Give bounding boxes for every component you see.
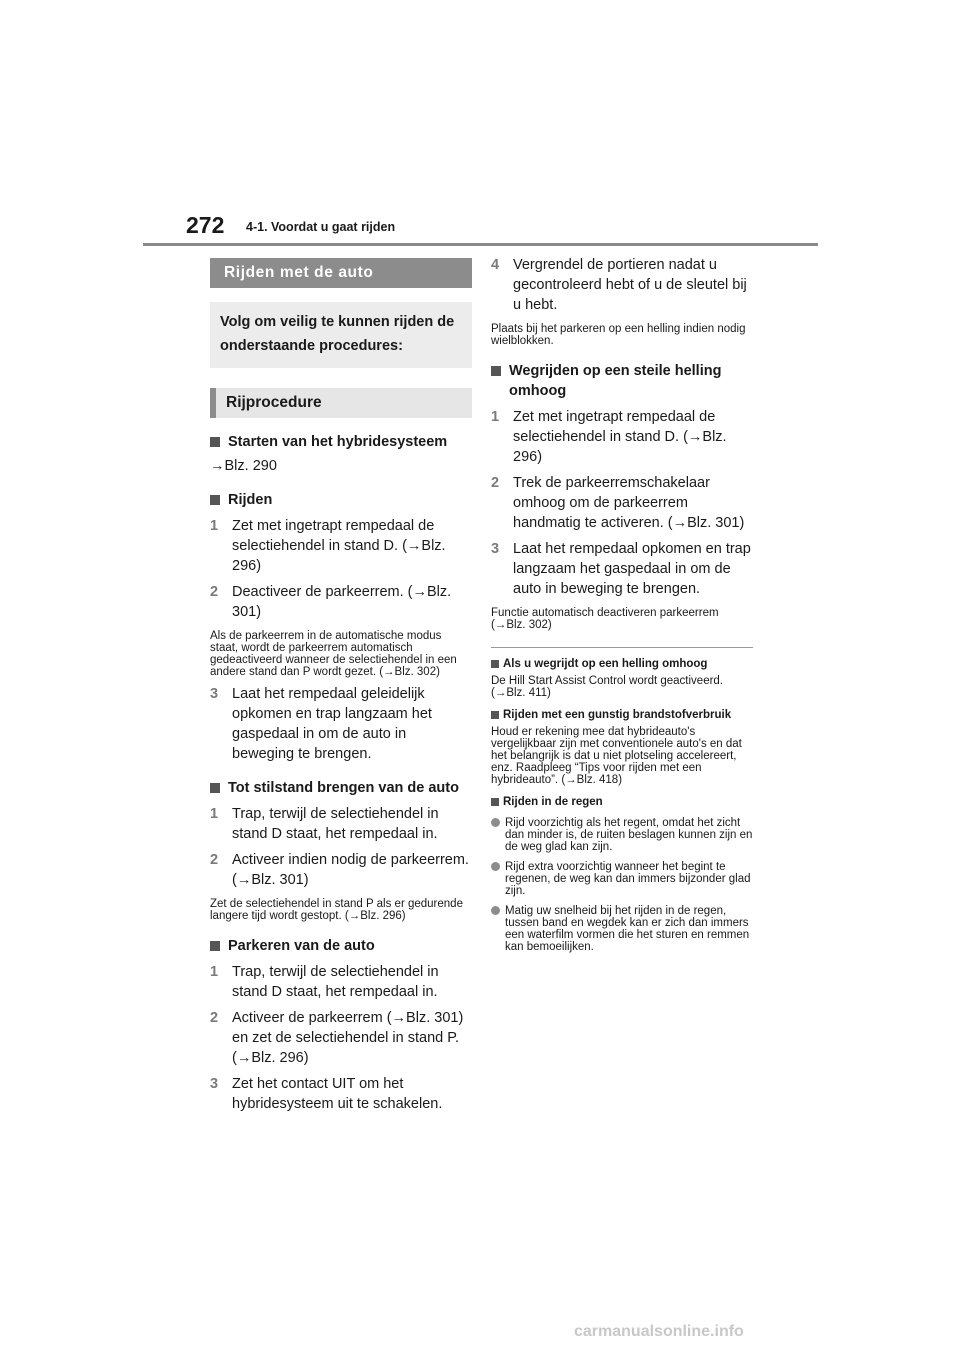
square-bullet-icon	[491, 798, 499, 806]
step: 4 Vergrendel de portieren nadat u gecontroleerd hebt of u de sleutel bij u hebt.	[491, 257, 747, 313]
step: 3 Laat het rempedaal opkomen en trap langzaam het gaspedaal in om de auto in beweging te brengen.	[491, 541, 751, 597]
square-bullet-icon	[210, 783, 220, 793]
square-bullet-icon	[491, 660, 499, 668]
left-column	[210, 258, 472, 1114]
heading-brandstof: Rijden met een gunstig brandstofverbruik	[491, 709, 753, 722]
circle-bullet-icon	[491, 818, 500, 827]
heading-start: Starten van het hybridesysteem	[210, 432, 472, 452]
step: 2 Activeer de parkeerrem (→Blz. 301) en zet de selectiehendel in stand P. (→Blz. 296)	[210, 1010, 464, 1066]
page-number: 272	[186, 212, 225, 238]
start-reference: →Blz. 290	[210, 458, 277, 474]
watermark: carmanualsonline.info	[574, 1323, 744, 1340]
square-bullet-icon	[210, 495, 220, 505]
circle-bullet-icon	[491, 862, 500, 871]
heading-stilstand: Tot stilstand brengen van de auto	[210, 778, 472, 798]
step: 2 Activeer indien nodig de parkeerrem. (→Blz. 301)	[210, 852, 469, 888]
subsection-banner: Rijprocedure	[210, 388, 472, 418]
step: 2 Trek de parkeerremschakelaar omhoog om de parkeerrem handmatig te activeren. (→Blz. 301)	[491, 475, 745, 531]
circle-bullet-icon	[491, 906, 500, 915]
square-bullet-icon	[491, 711, 499, 719]
step: 2 Deactiveer de parkeerrem. (→Blz. 301)	[210, 584, 452, 620]
step: 1 Trap, terwijl de selectiehendel in stand D staat, het rempedaal in.	[210, 964, 439, 1000]
heading-parkeren: Parkeren van de auto	[210, 936, 472, 956]
right-column	[491, 255, 753, 953]
header-rule	[143, 243, 818, 246]
step: 3 Zet het contact UIT om het hybridesysteem uit te schakelen.	[210, 1076, 443, 1112]
intro-box: Volg om veilig te kunnen rijden de onderstaande procedures:	[210, 302, 472, 368]
square-bullet-icon	[491, 366, 501, 376]
section-banner: Rijden met de auto	[210, 258, 472, 288]
list-item: Rijd voorzichtig als het regent, omdat het zicht dan minder is, de ruiten beslagen kunnen zijn en de weg glad kan zijn.	[491, 817, 753, 853]
paragraph: De Hill Start Assist Control wordt geactiveerd. (→Blz. 411)	[491, 675, 724, 699]
step: 1 Zet met ingetrapt rempedaal de selectiehendel in stand D. (→Blz. 296)	[210, 518, 446, 574]
list-item: Rijd extra voorzichtig wanneer het begint te regenen, de weg kan dan immers bijzonder glad zijn.	[491, 861, 753, 897]
note: Als de parkeerrem in de automatische modus staat, wordt de parkeerrem automatisch gedeactiveerd wanneer de selectiehendel in een andere stand dan P wordt gezet. (→Blz. 302)	[210, 630, 457, 678]
heading-steile-helling: Wegrijden op een steile helling omhoog	[491, 361, 753, 401]
note: Zet de selectiehendel in stand P als er gedurende langere tijd wordt gestopt. (→Blz. 296)	[210, 898, 463, 922]
square-bullet-icon	[210, 437, 220, 447]
divider	[491, 647, 753, 648]
note: Plaats bij het parkeren op een helling indien nodig wielblokken.	[491, 323, 746, 347]
step: 1 Trap, terwijl de selectiehendel in stand D staat, het rempedaal in.	[210, 806, 439, 842]
heading-hill-start: Als u wegrijdt op een helling omhoog	[491, 658, 753, 671]
section-header: 4-1. Voordat u gaat rijden	[246, 220, 396, 234]
list-item: Matig uw snelheid bij het rijden in de regen, tussen band en wegdek kan er zich dan immers een waterfilm vormen die het sturen en remmen kan bemoeilijken.	[491, 905, 753, 953]
heading-regen: Rijden in de regen	[491, 796, 753, 809]
square-bullet-icon	[210, 941, 220, 951]
heading-rijden: Rijden	[210, 490, 472, 510]
note: Functie automatisch deactiveren parkeerrem (→Blz. 302)	[491, 607, 719, 631]
step: 1 Zet met ingetrapt rempedaal de selectiehendel in stand D. (→Blz. 296)	[491, 409, 727, 465]
paragraph: Houd er rekening mee dat hybrideauto's vergelijkbaar zijn met conventionele auto's en dat het belangrijk is dat u niet plotseling accelereert, enz. Raadpleeg “Tips voor rijden met een hybrideauto”. (→Blz. 418)	[491, 726, 742, 786]
step: 3 Laat het rempedaal geleidelijk opkomen en trap langzaam het gaspedaal in om de auto in beweging te brengen.	[210, 686, 432, 762]
